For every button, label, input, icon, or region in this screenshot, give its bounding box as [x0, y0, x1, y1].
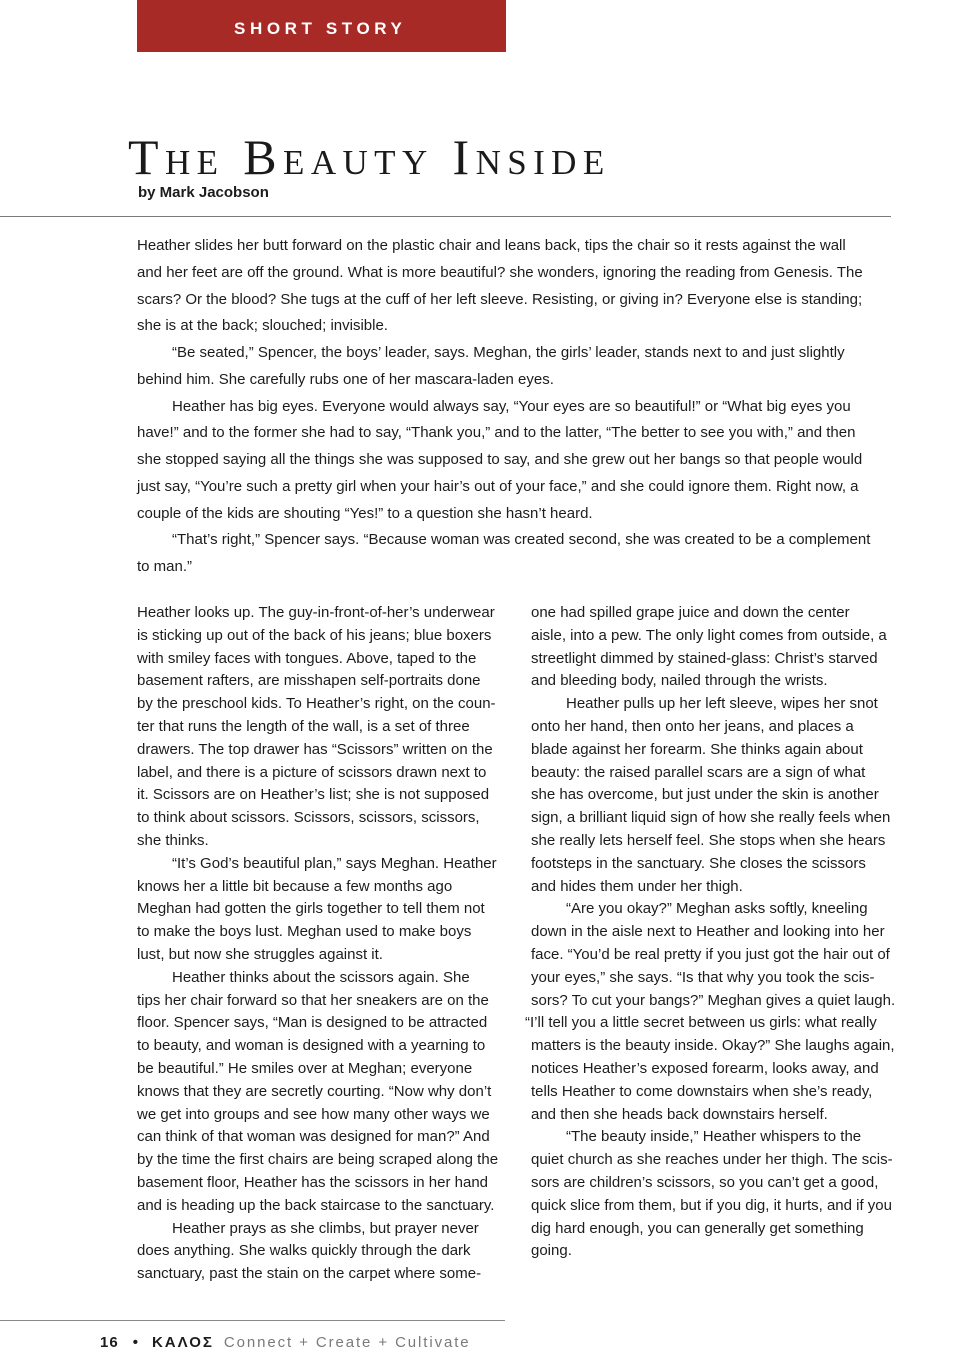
text-line: tips her chair forward so that her sneakers are on the: [137, 991, 489, 1009]
text-line: drawers. The top drawer has “Scissors” written on the: [137, 740, 493, 758]
left-column: [137, 602, 509, 1286]
text-line: going.: [531, 1242, 572, 1260]
text-line: it. Scissors are on Heather’s list; she is not supposed: [137, 786, 490, 804]
text-line: couple of the kids are shouting “Yes!” to a question she hasn’t heard.: [137, 504, 593, 522]
text-line: down in the aisle next to Heather and looking into her: [531, 923, 885, 941]
text-line: “Are you okay?” Meghan asks softly, kneeling: [566, 900, 868, 918]
text-line: your eyes,” she says. “Is that why you took the scis-: [531, 968, 875, 986]
text-line: sign, a brilliant liquid sign of how she really feels when: [531, 809, 891, 827]
text-line: aisle, into a pew. The only light comes from outside, a: [531, 626, 887, 644]
text-line: quick slice from them, but if you dig, it hurts, and if you: [531, 1196, 892, 1214]
text-line: sors? To cut your bangs?” Meghan gives a quiet laugh.: [531, 991, 896, 1009]
text-line: Heather prays as she climbs, but prayer never: [172, 1219, 479, 1237]
article-byline: by Mark Jacobson: [138, 184, 269, 201]
text-line: she thinks.: [137, 831, 209, 849]
text-line: with smiley faces with tongues. Above, taped to the: [137, 649, 477, 667]
footer-bullet: •: [132, 1334, 138, 1351]
text-line: to think about scissors. Scissors, scissors, scissors,: [137, 809, 480, 827]
text-line: Heather thinks about the scissors again. She: [172, 968, 470, 986]
text-line: can think of that woman was designed for man?” And: [137, 1128, 490, 1146]
text-line: beauty: the raised parallel scars are a sign of what: [531, 763, 866, 781]
text-line: Heather has big eyes. Everyone would always say, “Your eyes are so beautiful!” or “What big eyes you: [172, 397, 851, 415]
text-line: is sticking up out of the back of his jeans; blue boxers: [137, 626, 492, 644]
text-line: and bleeding body, nailed through the wrists.: [531, 672, 828, 690]
title-divider: [0, 216, 891, 217]
text-line: and is heading up the back staircase to the sanctuary.: [137, 1196, 495, 1214]
text-line: she really lets herself feel. She stops when she hears: [531, 831, 886, 849]
text-line: face. “You’d be real pretty if you just got the hair out of: [531, 945, 890, 963]
text-line: and hides them under her thigh.: [531, 877, 743, 895]
text-line: blade against her forearm. She thinks again about: [531, 740, 863, 758]
text-line: sanctuary, past the stain on the carpet where some-: [137, 1265, 482, 1283]
text-line: and then she heads back downstairs herself.: [531, 1105, 828, 1123]
text-line: be beautiful.” He smiles over at Meghan; everyone: [137, 1059, 473, 1077]
text-line: Heather slides her butt forward on the plastic chair and leans back, tips the chair so it rests against the wall: [137, 237, 846, 254]
text-line: and her feet are off the ground. What is more beautiful? she wonders, ignoring the reading from Genesis. The: [137, 263, 863, 281]
text-line: notices Heather’s exposed forearm, looks away, and: [531, 1059, 879, 1077]
text-line: to man.”: [137, 558, 193, 575]
text-line: knows that they are secretly courting. “Now why don’t: [137, 1082, 492, 1100]
magazine-tagline: Connect + Create + Cultivate: [223, 1334, 471, 1351]
text-line: matters is the beauty inside. Okay?” She laughs again,: [531, 1037, 895, 1055]
text-line: to beauty, and woman is designed with a yearning to: [137, 1037, 486, 1055]
text-line: basement floor, Heather has the scissors in her hand: [137, 1173, 489, 1191]
page-footer: [100, 1333, 471, 1353]
text-line: she is at the back; slouched; invisible.: [137, 317, 388, 335]
text-line: tells Heather to come downstairs when she’s ready,: [531, 1082, 873, 1100]
section-banner: [137, 0, 506, 52]
text-line: by the preschool kids. To Heather’s right, on the coun-: [137, 695, 496, 713]
text-line: we get into groups and see how many other ways we: [137, 1105, 490, 1123]
text-line: Meghan had gotten the girls together to tell them not: [137, 900, 485, 918]
text-line: onto her hand, then onto her jeans, and places a: [531, 717, 854, 735]
text-line: behind him. She carefully rubs one of her mascara-laden eyes.: [137, 370, 554, 388]
text-line: sors are children’s scissors, so you can’t get a good,: [531, 1173, 879, 1191]
text-line: one had spilled grape juice and down the center: [531, 604, 850, 621]
text-line: streetlight dimmed by stained-glass: Christ’s starved: [531, 649, 878, 667]
section-label: SHORT STORY: [234, 19, 407, 38]
text-line: scars? Or the blood? She tugs at the cuff of her left sleeve. Resisting, or giving in? Everyone else is standing;: [137, 290, 863, 308]
text-line: she stopped saying all the things she was supposed to say, and she grew out her bangs so that people would: [137, 451, 863, 468]
text-line: she has overcome, but just under the skin is another: [531, 786, 879, 804]
intro-text: [137, 233, 897, 581]
text-line: label, and there is a picture of scissors drawn next to: [137, 763, 487, 781]
text-line: by the time the first chairs are being scraped along the: [137, 1151, 499, 1169]
text-line: quiet church as she reaches under her thigh. The scis-: [531, 1151, 893, 1169]
text-line: “I’ll tell you a little secret between us girls: what really: [525, 1014, 877, 1032]
text-line: “The beauty inside,” Heather whispers to the: [566, 1128, 862, 1146]
text-line: just say, “You’re such a pretty girl when your hair’s out of your face,” and she could ignore them. Right now, a: [137, 477, 859, 495]
magazine-name: ΚΑΛΟΣ: [151, 1334, 214, 1351]
text-line: floor. Spencer says, “Man is designed to be attracted: [137, 1014, 488, 1032]
text-line: to make the boys lust. Meghan used to make boys: [137, 923, 472, 941]
text-line: dig hard enough, you can generally get something: [531, 1219, 864, 1237]
text-line: “It’s God’s beautiful plan,” says Meghan. Heather: [172, 854, 497, 872]
text-line: ter that runs the length of the wall, is a set of three: [137, 717, 470, 735]
text-line: basement rafters, are misshapen self-portraits done: [137, 672, 481, 690]
page-number: 16: [100, 1334, 119, 1351]
text-line: knows her a little bit because a few months ago: [137, 877, 453, 895]
text-line: footsteps in the sanctuary. She closes the scissors: [531, 854, 866, 872]
text-line: does anything. She walks quickly through the dark: [137, 1242, 471, 1260]
footer-divider: [0, 1320, 505, 1321]
article-title: The Beauty Inside: [128, 129, 611, 185]
text-line: “Be seated,” Spencer, the boys’ leader, says. Meghan, the girls’ leader, stands next to and just slightly: [172, 344, 845, 361]
right-column: [525, 602, 906, 1263]
text-line: lust, but now she struggles against it.: [137, 945, 383, 963]
text-line: “That’s right,” Spencer says. “Because woman was created second, she was created to be a complement: [172, 531, 871, 549]
text-line: Heather pulls up her left sleeve, wipes her snot: [566, 695, 878, 713]
text-line: Heather looks up. The guy-in-front-of-her’s underwear: [137, 604, 495, 621]
text-line: have!” and to the former she had to say, “Thank you,” and to the latter, “The better to see you with,” and then: [137, 424, 856, 442]
